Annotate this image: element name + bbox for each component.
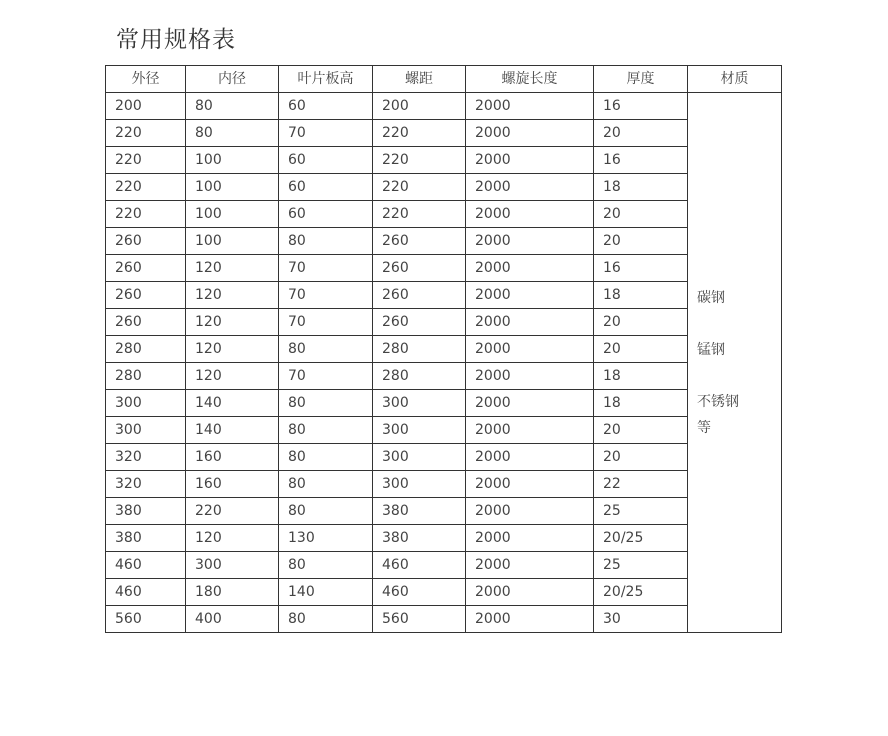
thickness-cell: 18	[594, 390, 688, 417]
spiral-length-cell: 2000	[466, 336, 594, 363]
inner-diameter-cell: 160	[186, 444, 279, 471]
inner-diameter-cell: 120	[186, 525, 279, 552]
spiral-length-cell: 2000	[466, 147, 594, 174]
inner-diameter-cell: 100	[186, 228, 279, 255]
inner-diameter-cell: 220	[186, 498, 279, 525]
pitch-cell: 220	[373, 147, 466, 174]
outer-diameter-cell: 380	[106, 498, 186, 525]
blade-height-cell: 60	[279, 93, 373, 120]
spiral-length-cell: 2000	[466, 120, 594, 147]
table-row	[106, 552, 782, 579]
table-row	[106, 498, 782, 525]
spiral-length-cell: 2000	[466, 444, 594, 471]
pitch-cell: 200	[373, 93, 466, 120]
pitch-cell: 380	[373, 498, 466, 525]
thickness-cell: 20	[594, 444, 688, 471]
thickness-cell: 20	[594, 120, 688, 147]
pitch-cell: 460	[373, 579, 466, 606]
table-row	[106, 525, 782, 552]
header-inner-diameter: 内径	[186, 66, 279, 93]
pitch-cell: 280	[373, 363, 466, 390]
pitch-cell: 560	[373, 606, 466, 633]
outer-diameter-cell: 460	[106, 552, 186, 579]
spiral-length-cell: 2000	[466, 93, 594, 120]
spiral-length-cell: 2000	[466, 417, 594, 444]
table-row	[106, 174, 782, 201]
blade-height-cell: 70	[279, 282, 373, 309]
spiral-length-cell: 2000	[466, 471, 594, 498]
blade-height-cell: 70	[279, 363, 373, 390]
table-row	[106, 93, 782, 120]
material-item: 等	[697, 419, 711, 436]
thickness-cell: 20	[594, 309, 688, 336]
inner-diameter-cell: 80	[186, 120, 279, 147]
table-row	[106, 390, 782, 417]
outer-diameter-cell: 260	[106, 255, 186, 282]
outer-diameter-cell: 280	[106, 363, 186, 390]
outer-diameter-cell: 300	[106, 390, 186, 417]
blade-height-cell: 80	[279, 498, 373, 525]
pitch-cell: 260	[373, 282, 466, 309]
spiral-length-cell: 2000	[466, 579, 594, 606]
header-blade-height: 叶片板高	[279, 66, 373, 93]
thickness-cell: 30	[594, 606, 688, 633]
inner-diameter-cell: 80	[186, 93, 279, 120]
header-row	[106, 66, 782, 93]
thickness-cell: 20	[594, 201, 688, 228]
spiral-length-cell: 2000	[466, 606, 594, 633]
thickness-cell: 18	[594, 363, 688, 390]
table-row	[106, 417, 782, 444]
inner-diameter-cell: 160	[186, 471, 279, 498]
thickness-cell: 22	[594, 471, 688, 498]
thickness-cell: 20	[594, 417, 688, 444]
spiral-length-cell: 2000	[466, 498, 594, 525]
table-row	[106, 606, 782, 633]
inner-diameter-cell: 300	[186, 552, 279, 579]
blade-height-cell: 80	[279, 471, 373, 498]
inner-diameter-cell: 120	[186, 363, 279, 390]
material-spacer	[697, 363, 781, 389]
pitch-cell: 300	[373, 417, 466, 444]
inner-diameter-cell: 100	[186, 147, 279, 174]
thickness-cell: 20	[594, 336, 688, 363]
table-row	[106, 120, 782, 147]
outer-diameter-cell: 320	[106, 471, 186, 498]
outer-diameter-cell: 260	[106, 282, 186, 309]
inner-diameter-cell: 140	[186, 417, 279, 444]
blade-height-cell: 80	[279, 336, 373, 363]
table-row	[106, 336, 782, 363]
blade-height-cell: 80	[279, 552, 373, 579]
thickness-cell: 20/25	[594, 525, 688, 552]
spiral-length-cell: 2000	[466, 309, 594, 336]
header-material: 材质	[688, 66, 782, 93]
outer-diameter-cell: 460	[106, 579, 186, 606]
table-body	[106, 93, 782, 633]
pitch-cell: 260	[373, 228, 466, 255]
blade-height-cell: 130	[279, 525, 373, 552]
outer-diameter-cell: 300	[106, 417, 186, 444]
pitch-cell: 300	[373, 471, 466, 498]
outer-diameter-cell: 280	[106, 336, 186, 363]
blade-height-cell: 60	[279, 201, 373, 228]
thickness-cell: 20/25	[594, 579, 688, 606]
material-spacer	[697, 311, 781, 337]
inner-diameter-cell: 180	[186, 579, 279, 606]
header-outer-diameter: 外径	[106, 66, 186, 93]
header-spiral-length: 螺旋长度	[466, 66, 594, 93]
pitch-cell: 220	[373, 174, 466, 201]
outer-diameter-cell: 380	[106, 525, 186, 552]
table-row	[106, 471, 782, 498]
blade-height-cell: 80	[279, 417, 373, 444]
inner-diameter-cell: 100	[186, 174, 279, 201]
table-row	[106, 282, 782, 309]
outer-diameter-cell: 220	[106, 147, 186, 174]
table-row	[106, 579, 782, 606]
thickness-cell: 16	[594, 147, 688, 174]
thickness-cell: 16	[594, 255, 688, 282]
blade-height-cell: 70	[279, 309, 373, 336]
pitch-cell: 380	[373, 525, 466, 552]
blade-height-cell: 70	[279, 120, 373, 147]
table-row	[106, 228, 782, 255]
inner-diameter-cell: 100	[186, 201, 279, 228]
inner-diameter-cell: 120	[186, 282, 279, 309]
spiral-length-cell: 2000	[466, 282, 594, 309]
table-row	[106, 147, 782, 174]
outer-diameter-cell: 260	[106, 228, 186, 255]
pitch-cell: 260	[373, 309, 466, 336]
blade-height-cell: 60	[279, 174, 373, 201]
pitch-cell: 300	[373, 390, 466, 417]
blade-height-cell: 80	[279, 606, 373, 633]
material-item: 碳钢	[697, 289, 725, 306]
inner-diameter-cell: 120	[186, 255, 279, 282]
spiral-length-cell: 2000	[466, 525, 594, 552]
pitch-cell: 220	[373, 201, 466, 228]
spiral-length-cell: 2000	[466, 363, 594, 390]
header-thickness: 厚度	[594, 66, 688, 93]
thickness-cell: 16	[594, 93, 688, 120]
spiral-length-cell: 2000	[466, 390, 594, 417]
thickness-cell: 25	[594, 498, 688, 525]
page-title: 常用规格表	[116, 27, 236, 53]
outer-diameter-cell: 220	[106, 120, 186, 147]
table-row	[106, 444, 782, 471]
blade-height-cell: 80	[279, 444, 373, 471]
material-item: 不锈钢	[697, 393, 739, 410]
table-row	[106, 255, 782, 282]
spiral-length-cell: 2000	[466, 552, 594, 579]
blade-height-cell: 60	[279, 147, 373, 174]
blade-height-cell: 140	[279, 579, 373, 606]
spiral-length-cell: 2000	[466, 201, 594, 228]
thickness-cell: 18	[594, 282, 688, 309]
outer-diameter-cell: 220	[106, 174, 186, 201]
outer-diameter-cell: 220	[106, 201, 186, 228]
inner-diameter-cell: 120	[186, 336, 279, 363]
header-pitch: 螺距	[373, 66, 466, 93]
thickness-cell: 25	[594, 552, 688, 579]
outer-diameter-cell: 200	[106, 93, 186, 120]
spec-table	[105, 65, 782, 633]
material-item: 锰钢	[697, 341, 725, 358]
spiral-length-cell: 2000	[466, 228, 594, 255]
pitch-cell: 220	[373, 120, 466, 147]
outer-diameter-cell: 560	[106, 606, 186, 633]
inner-diameter-cell: 140	[186, 390, 279, 417]
thickness-cell: 20	[594, 228, 688, 255]
pitch-cell: 280	[373, 336, 466, 363]
table-row	[106, 309, 782, 336]
blade-height-cell: 70	[279, 255, 373, 282]
pitch-cell: 260	[373, 255, 466, 282]
blade-height-cell: 80	[279, 390, 373, 417]
inner-diameter-cell: 400	[186, 606, 279, 633]
table-row	[106, 363, 782, 390]
blade-height-cell: 80	[279, 228, 373, 255]
thickness-cell: 18	[594, 174, 688, 201]
material-cell	[688, 93, 782, 633]
spiral-length-cell: 2000	[466, 174, 594, 201]
pitch-cell: 300	[373, 444, 466, 471]
pitch-cell: 460	[373, 552, 466, 579]
outer-diameter-cell: 320	[106, 444, 186, 471]
table-row	[106, 201, 782, 228]
inner-diameter-cell: 120	[186, 309, 279, 336]
outer-diameter-cell: 260	[106, 309, 186, 336]
spiral-length-cell: 2000	[466, 255, 594, 282]
